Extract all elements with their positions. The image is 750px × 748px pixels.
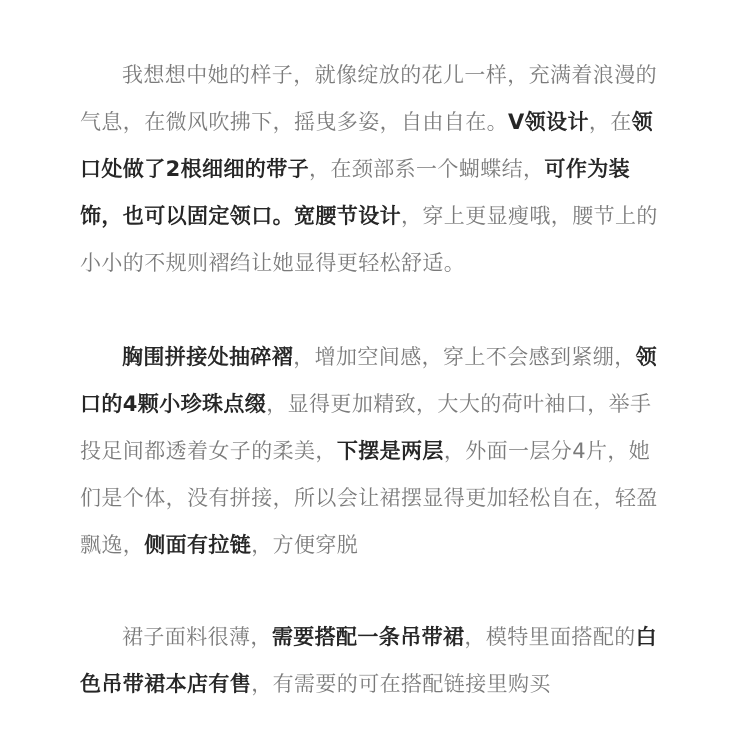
bold-text-segment: 领口的4颗小珍珠点缀 xyxy=(80,345,658,416)
description-paragraph-1 xyxy=(80,52,670,287)
text-segment: ，外面一层分4片，她们是个体，没有拼接，所以会让裙摆显得更加轻松自在，轻盈飘逸， xyxy=(80,439,658,557)
bold-text-segment: 需要搭配一条吊带裙 xyxy=(271,625,465,649)
description-paragraph-3 xyxy=(80,614,670,708)
text-segment: ，在 xyxy=(588,110,632,134)
bold-text-segment: 可作为装饰，也可以固定领口。宽腰节设计 xyxy=(80,157,631,228)
bold-text-segment: 下摆是两层 xyxy=(336,439,444,463)
bold-text-segment: 白色吊带裙本店有售 xyxy=(80,625,658,696)
text-segment: ，方便穿脱 xyxy=(251,533,359,557)
bold-text-segment: 胸围拼接处抽碎褶 xyxy=(122,345,294,369)
text-segment: ，模特里面搭配的 xyxy=(464,625,636,649)
bold-text-segment: V领设计 xyxy=(508,110,589,134)
text-segment: ，在颈部系一个蝴蝶结， xyxy=(309,157,545,181)
description-paragraph-2 xyxy=(80,334,670,569)
text-segment: ，显得更加精致，大大的荷叶袖口，举手投足间都透着女子的柔美， xyxy=(80,392,652,463)
text-segment: ，增加空间感，穿上不会感到紧绷， xyxy=(293,345,636,369)
bold-text-segment: 领口处做了2根细细的带子 xyxy=(80,110,654,181)
bold-text-segment: 侧面有拉链 xyxy=(144,533,252,557)
text-segment: 我想想中她的样子，就像绽放的花儿一样，充满着浪漫的气息，在微风吹拂下，摇曳多姿，自由自在。 xyxy=(80,63,657,134)
text-segment: ，穿上更显瘦哦，腰节上的小小的不规则褶绉让她显得更轻松舒适。 xyxy=(80,204,658,275)
text-segment: 裙子面料很薄， xyxy=(122,625,272,649)
text-segment: ，有需要的可在搭配链接里购买 xyxy=(251,672,551,696)
